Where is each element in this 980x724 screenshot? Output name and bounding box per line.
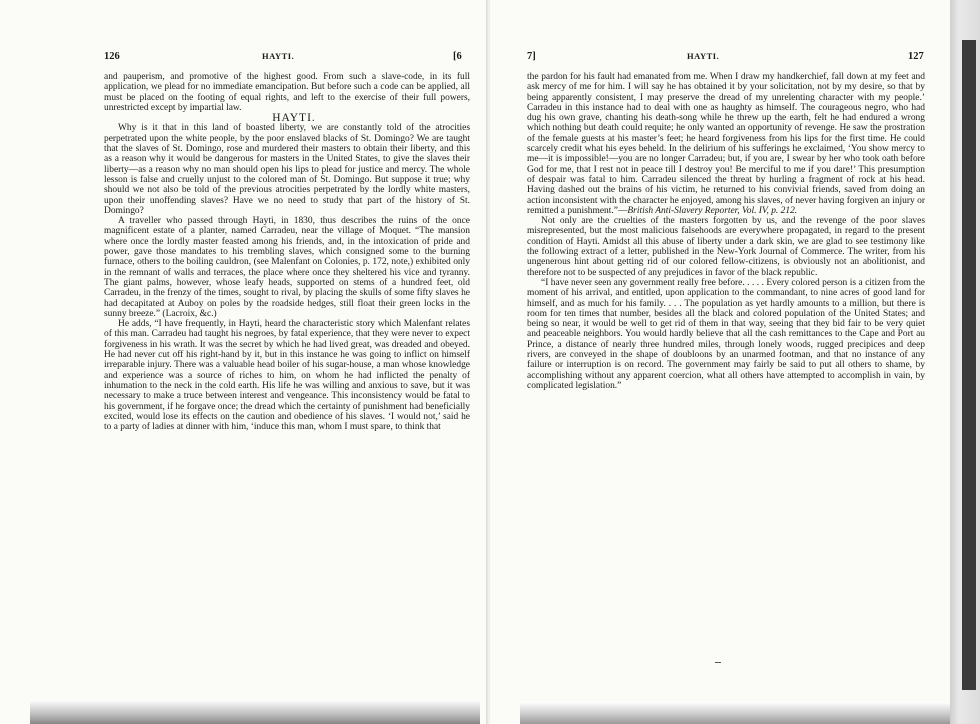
- left-paragraph-1: Why is it that in this land of boasted liberty, we are constantly told of the atrocities perpetrated upon the white people, by the poor enslaved blacks of St. Domingo? We are taught that the slaves of St. Domingo, rose and murdered their masters to obtain their liberty, and this as a reason why it would be dangerous for masters in the United States, to give the slaves their liberty—as a reason why no man should open his lips to plead for justice and mercy. The whole lesson is false and cruelly unjust to the colored man of St. Domingo. But suppose it true; why should we not also be told of the previous atrocities perpetrated by the lordly white masters, upon their unoffending slaves? Have we no need to study that part of the history of St. Domingo?: [104, 123, 470, 216]
- right-page: [490, 0, 950, 724]
- scan-shadow-left: [30, 700, 480, 724]
- right-page-number: 127: [908, 51, 924, 62]
- right-paragraph-1: [527, 72, 925, 216]
- left-signature-mark: [6: [453, 51, 462, 62]
- scan-edge-band: [962, 40, 976, 690]
- left-opening-paragraph: and pauperism, and promotive of the highest good. From such a slave-code, in its full application, we plead for no immediate emancipation. But before such a code can be applied, all must be placed on the footing of equal rights, and left to the exercise of their full powers, unrestricted except by impartial law.: [104, 72, 470, 113]
- section-title-hayti: HAYTI.: [272, 112, 316, 125]
- right-paragraph-1-body: the pardon for his fault had emanated from me. When I draw my handkerchief, fall down at my feet and ask mercy of me for him. I will say he has obtained it by your solicitation, not by my desire, so that by being apparently consistent, I may preserve the dread of my unrelenting character with my people.’ Carradeu in this instance had to deal with one as haughty as himself. The courageous negro, who had dug his own grave, chanting his death-song while he threw up the earth, felt he had endured a wrong which nothing but death could requite; he only wanted an opportunity of revenge. He saw the prostration of the female guests at his master’s feet; he heard forgiveness from his lips for the first time. He could scarcely credit what his eyes beheld. In the delirium of his sufferings he exclaimed, ‘You show mercy to me—it is impossible!—you are no longer Carradeu; but, if you are, I swear by her who took oath before God for me, that I rest not in peace till I destroy you! Be merciful to me if you dare!’ This presumption of despair was fatal to him. Carradeu silenced the threat by hurling a fragment of rock at his head. Having dashed out the brains of his victim, he returned to his convivial friends, saved from doing an action inconsistent with the character he enjoyed, among his slaves, of never having forgiven an injury or remitted a punishment.”—: [527, 72, 925, 216]
- right-signature-mark: 7]: [527, 51, 536, 62]
- left-paragraph-3: He adds, “I have frequently, in Hayti, heard the characteristic story which Malenfant relates of this man. Carradeu had taught his negroes, by fatal experience, that they were never to expect forgiveness in his wrath. It was the secret by which he had lived great, was dreaded and obeyed. He had never cut off his right-hand by it, but in this instance he was going to inflict on himself irreparable injury. There was a valuable head boiler of his sugar-house, a man whose knowledge and experience was a source of riches to him, on whom he had inflicted the penalty of inhumation to the neck in the cold earth. His life he was willing and anxious to save, but it was necessary to make a truce between interest and vengeance. This inconsistency would be fatal to his government, if he forgave once; the dread which the certainty of punishment had beneficially excited, would lose its effects on the caution and obedience of his slaves. ‘I would not,’ said he to a party of ladies at dinner with him, ‘induce this man, whom I must spare, to think that: [104, 319, 470, 433]
- left-paragraph-2: A traveller who passed through Hayti, in 1830, thus describes the ruins of the once magnificent estate of a planter, named Carradeu, near the village of Moquet. “The mansion where once the lordly master feasted among his friends, and, in the intoxication of pride and power, gave those mandates to his trembling slaves, which consigned some to the burning furnace, others to the boiling cauldron, (see Malenfant on Colonies, p. 172, note,) exhibited only in the remnant of walls and terraces, the place where once they sheltered his vice and tyranny. The giant palms, however, whose leafy heads, supported on stems of a hundred feet, old Carradeu, in the frenzy of the times, sought to rival, by placing the skulls of some fifty slaves he had decapitated at Auboy on poles by the roadside hedges, still float their green locks in the sunny breeze.” (Lacroix, &c.): [104, 216, 470, 319]
- right-paragraph-3-quote: “I have never seen any government really free before. . . . . Every colored person is a citizen from the moment of his arrival, and entitled, upon application to the commandant, to nine acres of good land for himself, and as much for his family. . . . The population as yet hardly amounts to a million, but there is room for ten times that number, besides all the black and colored population of the United States; and being so near, it would be well to get rid of them in that way, seeing that they bid fair to be very quiet and peaceable neighbors. You would hardly believe that all the cash remittances to the Cape and Port au Prince, a distance of nearly three hundred miles, through lonely woods, rugged precipices and deep rivers, are conveyed in the shape of doubloons by an unarmed footman, and that no instance of any failure or interruption is on record. The government may fairly be said to put all others to shame, by accomplishing without any apparent coercion, what all others have attempted to accomplish in vain, by complicated legislation.”: [527, 277, 925, 391]
- right-running-head: HAYTI.: [687, 51, 720, 61]
- left-page-number: 126: [104, 51, 120, 62]
- left-page-text: [104, 72, 470, 432]
- citation-anti-slavery-reporter: British Anti-Slavery Reporter, Vol. IV, p. 212.: [627, 205, 798, 216]
- left-page: [0, 0, 488, 724]
- scan-shadow-right: [520, 702, 950, 724]
- stray-mark: [715, 662, 721, 663]
- right-page-text: [527, 72, 925, 391]
- left-running-head: HAYTI.: [262, 51, 295, 61]
- right-paragraph-2: Not only are the cruelties of the masters forgotten by us, and the revenge of the poor slaves misrepresented, but the most malicious falsehoods are everywhere propagated, in regard to the present condition of Hayti. Amidst all this abuse of liberty under a dark skin, we are glad to see testimony like the following extract of a letter, published in the New-York Journal of Commerce. The writer, from his ungenerous hint about getting rid of our colored fellow-citizens, is obviously not an abolitionist, and therefore not to be suspected of any prejudices in favor of the black republic.: [527, 216, 925, 278]
